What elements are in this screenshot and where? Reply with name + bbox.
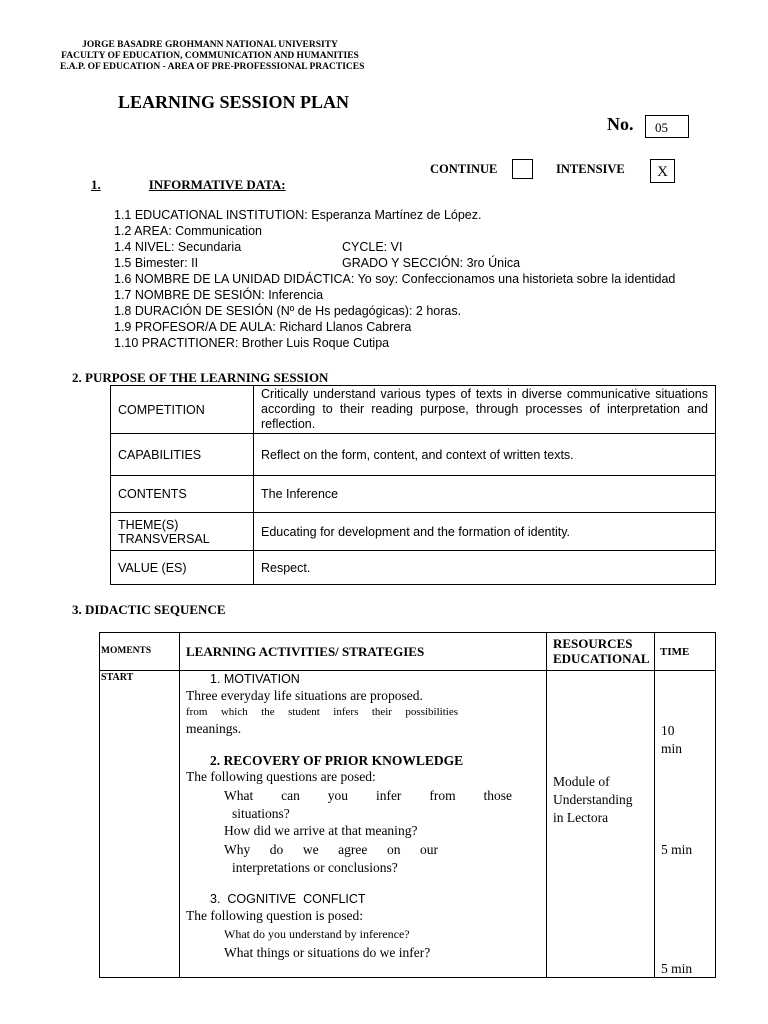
contents-value: The Inference (254, 476, 716, 513)
bullet-icon (210, 842, 224, 858)
table-row (111, 513, 716, 551)
intensive-label: INTENSIVE (556, 162, 625, 176)
themes-value: Educating for development and the formation of identity. (254, 513, 716, 551)
recovery-question-3: Why do we agree on our (210, 842, 438, 858)
resources-line3: in Lectora (553, 810, 609, 825)
recovery-question-3-cont: interpretations or conclusions? (232, 860, 398, 875)
motivation-line2: from which the student infers their possibilities (186, 706, 458, 718)
info-line-level: 1.4 NIVEL: Secundaria (114, 240, 242, 254)
themes-label (111, 513, 254, 551)
info-line-area: 1.2 AREA: Communication (114, 224, 262, 238)
bullet-icon (210, 788, 224, 804)
motivation-line1: Three everyday life situations are proposed. (186, 688, 423, 703)
info-line-unit: 1.6 NOMBRE DE LA UNIDAD DIDÁCTICA: Yo soy: Confeccionamos una historieta sobre la identidad (114, 272, 676, 286)
page-title: LEARNING SESSION PLAN (118, 92, 350, 112)
recovery-question-1-cont: situations? (232, 806, 290, 821)
moment-start: START (101, 672, 134, 683)
themes-label-line2: TRANSVERSAL (118, 531, 210, 546)
recovery-heading: 2. RECOVERY OF PRIOR KNOWLEDGE (210, 753, 464, 768)
table-row (111, 434, 716, 476)
values-label: VALUE (ES) (111, 551, 254, 585)
competition-label: COMPETITION (111, 386, 254, 434)
continue-label: CONTINUE (430, 162, 498, 176)
info-line-bimester: 1.5 Bimester: II (114, 256, 199, 270)
number-value-box: 05 (645, 115, 689, 138)
motivation-line3: meanings. (186, 721, 242, 736)
section1-heading (91, 177, 286, 193)
conflict-intro: The following question is posed: (186, 908, 363, 923)
conflict-heading: 3. COGNITIVE CONFLICT (210, 892, 366, 906)
section1-number: 1. (91, 177, 101, 192)
info-line-practitioner: 1.10 PRACTITIONER: Brother Luis Roque Cutipa (114, 336, 390, 350)
recovery-question-1: What can you infer from those (210, 788, 512, 804)
conflict-question-2: What things or situations do we infer? (210, 945, 430, 961)
purpose-table (110, 385, 716, 585)
resources-header (553, 636, 650, 666)
contents-label: CONTENTS (111, 476, 254, 513)
bullet-icon (210, 945, 224, 961)
motivation-heading: 1. MOTIVATION (210, 672, 300, 686)
continue-checkbox[interactable] (512, 159, 533, 179)
resources-cell (553, 773, 632, 827)
header-divider (100, 670, 715, 671)
institution-header (60, 40, 365, 73)
time-cell-2: 5 min (661, 842, 693, 857)
activities-header: LEARNING ACTIVITIES/ STRATEGIES (186, 644, 425, 659)
department-name: E.A.P. OF EDUCATION - AREA OF PRE-PROFESSIONAL PRACTICES (60, 62, 365, 72)
intensive-checkbox[interactable]: X (650, 159, 675, 183)
number-label: No. (607, 114, 634, 134)
bullet-icon (210, 927, 224, 942)
info-line-cycle: CYCLE: VI (342, 240, 403, 254)
resources-header-line1: RESOURCES (553, 636, 633, 651)
section3-heading: 3. DIDACTIC SEQUENCE (72, 602, 226, 617)
section1-title: INFORMATIVE DATA: (148, 177, 286, 192)
column-divider (654, 633, 655, 977)
column-divider (179, 633, 180, 977)
didactic-sequence-table (99, 632, 716, 978)
table-row (111, 551, 716, 585)
time-cell-1: 10 min (661, 723, 683, 756)
capabilities-value: Reflect on the form, content, and context of written texts. (254, 434, 716, 476)
competition-value: Critically understand various types of texts in diverse communicative situations according to their reading purpose, through processes of interpretation and reflection. (254, 386, 716, 434)
values-value: Respect. (254, 551, 716, 585)
table-row (111, 476, 716, 513)
resources-header-line2: EDUCATIONAL (553, 651, 650, 666)
info-line-teacher: 1.9 PROFESOR/A DE AULA: Richard Llanos Cabrera (114, 320, 412, 334)
recovery-intro: The following questions are posed: (186, 769, 376, 784)
table-row (111, 386, 716, 434)
info-line-institution: 1.1 EDUCATIONAL INSTITUTION: Esperanza Martínez de López. (114, 208, 482, 222)
time-header: TIME (660, 646, 690, 658)
capabilities-label: CAPABILITIES (111, 434, 254, 476)
moments-header: MOMENTS (101, 646, 152, 656)
university-name: JORGE BASADRE GROHMANN NATIONAL UNIVERSITY (82, 40, 338, 50)
bullet-icon (210, 823, 224, 839)
resources-line2: Understanding (553, 792, 633, 807)
info-line-session-name: 1.7 NOMBRE DE SESIÓN: Inferencia (114, 288, 324, 302)
resources-line1: Module of (553, 774, 610, 789)
time-cell-3: 5 min (661, 961, 693, 976)
info-line-grade: GRADO Y SECCIÓN: 3ro Única (342, 256, 521, 270)
faculty-name: FACULTY OF EDUCATION, COMMUNICATION AND HUMANITIES (61, 51, 359, 61)
themes-label-line1: THEME(S) (118, 517, 179, 532)
info-line-duration: 1.8 DURACIÓN DE SESIÓN (Nº de Hs pedagógicas): 2 horas. (114, 304, 462, 318)
recovery-question-2: How did we arrive at that meaning? (210, 823, 417, 839)
column-divider (546, 633, 547, 977)
conflict-question-1: What do you understand by inference? (210, 927, 410, 942)
section2-heading: 2. PURPOSE OF THE LEARNING SESSION (72, 370, 329, 385)
